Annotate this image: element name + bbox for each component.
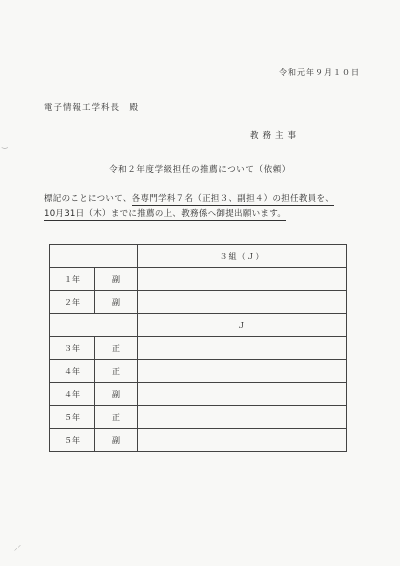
document-date: 令和元年９月１０日 xyxy=(279,68,360,77)
table-row xyxy=(50,429,347,452)
table-row xyxy=(50,406,347,429)
teacher-name-cell[interactable] xyxy=(138,429,347,452)
teacher-name-cell[interactable] xyxy=(138,337,347,360)
teacher-name-cell[interactable] xyxy=(138,406,347,429)
sender: 教務主事 xyxy=(250,131,301,141)
document-subject: 令和２年度学級担任の推薦について（依頼） xyxy=(109,165,291,175)
year-cell: ５年 xyxy=(50,406,95,429)
table-section-row xyxy=(50,314,347,337)
scan-mark: ‿ xyxy=(2,141,8,149)
role-cell: 正 xyxy=(95,337,138,360)
year-cell: ４年 xyxy=(50,360,95,383)
table-row xyxy=(50,337,347,360)
roster-table xyxy=(49,244,347,452)
year-cell: ５年 xyxy=(50,429,95,452)
section-label: Ｊ xyxy=(138,314,347,337)
body-line-2-underlined: 10月31日（木）までに推薦の上、教務係へ御提出願います。 xyxy=(44,209,287,219)
year-cell: ３年 xyxy=(50,337,95,360)
teacher-name-cell[interactable] xyxy=(138,291,347,314)
class-header: ３組（Ｊ） xyxy=(138,245,347,268)
year-cell: ４年 xyxy=(50,383,95,406)
teacher-name-cell[interactable] xyxy=(138,360,347,383)
table-row xyxy=(50,268,347,291)
scan-mark: ⸝⸍ xyxy=(14,544,21,552)
role-cell: 副 xyxy=(95,429,138,452)
teacher-name-cell[interactable] xyxy=(138,268,347,291)
table-row xyxy=(50,360,347,383)
role-cell: 正 xyxy=(95,406,138,429)
role-cell: 副 xyxy=(95,383,138,406)
year-cell: １年 xyxy=(50,268,95,291)
table-row xyxy=(50,291,347,314)
body-line-2 xyxy=(44,207,364,222)
role-cell: 正 xyxy=(95,360,138,383)
table-row xyxy=(50,383,347,406)
teacher-name-cell[interactable] xyxy=(138,383,347,406)
section-blank-cell xyxy=(50,314,138,337)
body-line-1-lead: 標記のことについて、 xyxy=(44,194,132,204)
addressee: 電子情報工学科長 殿 xyxy=(44,103,140,113)
body-line-1 xyxy=(44,192,364,207)
table-corner-cell xyxy=(50,245,138,268)
table-header-row xyxy=(50,245,347,268)
body-text xyxy=(44,192,364,222)
body-line-1-underlined: 各専門学科７名（正担３、副担４）の担任教員を、 xyxy=(131,194,335,204)
year-cell: ２年 xyxy=(50,291,95,314)
role-cell: 副 xyxy=(95,268,138,291)
role-cell: 副 xyxy=(95,291,138,314)
